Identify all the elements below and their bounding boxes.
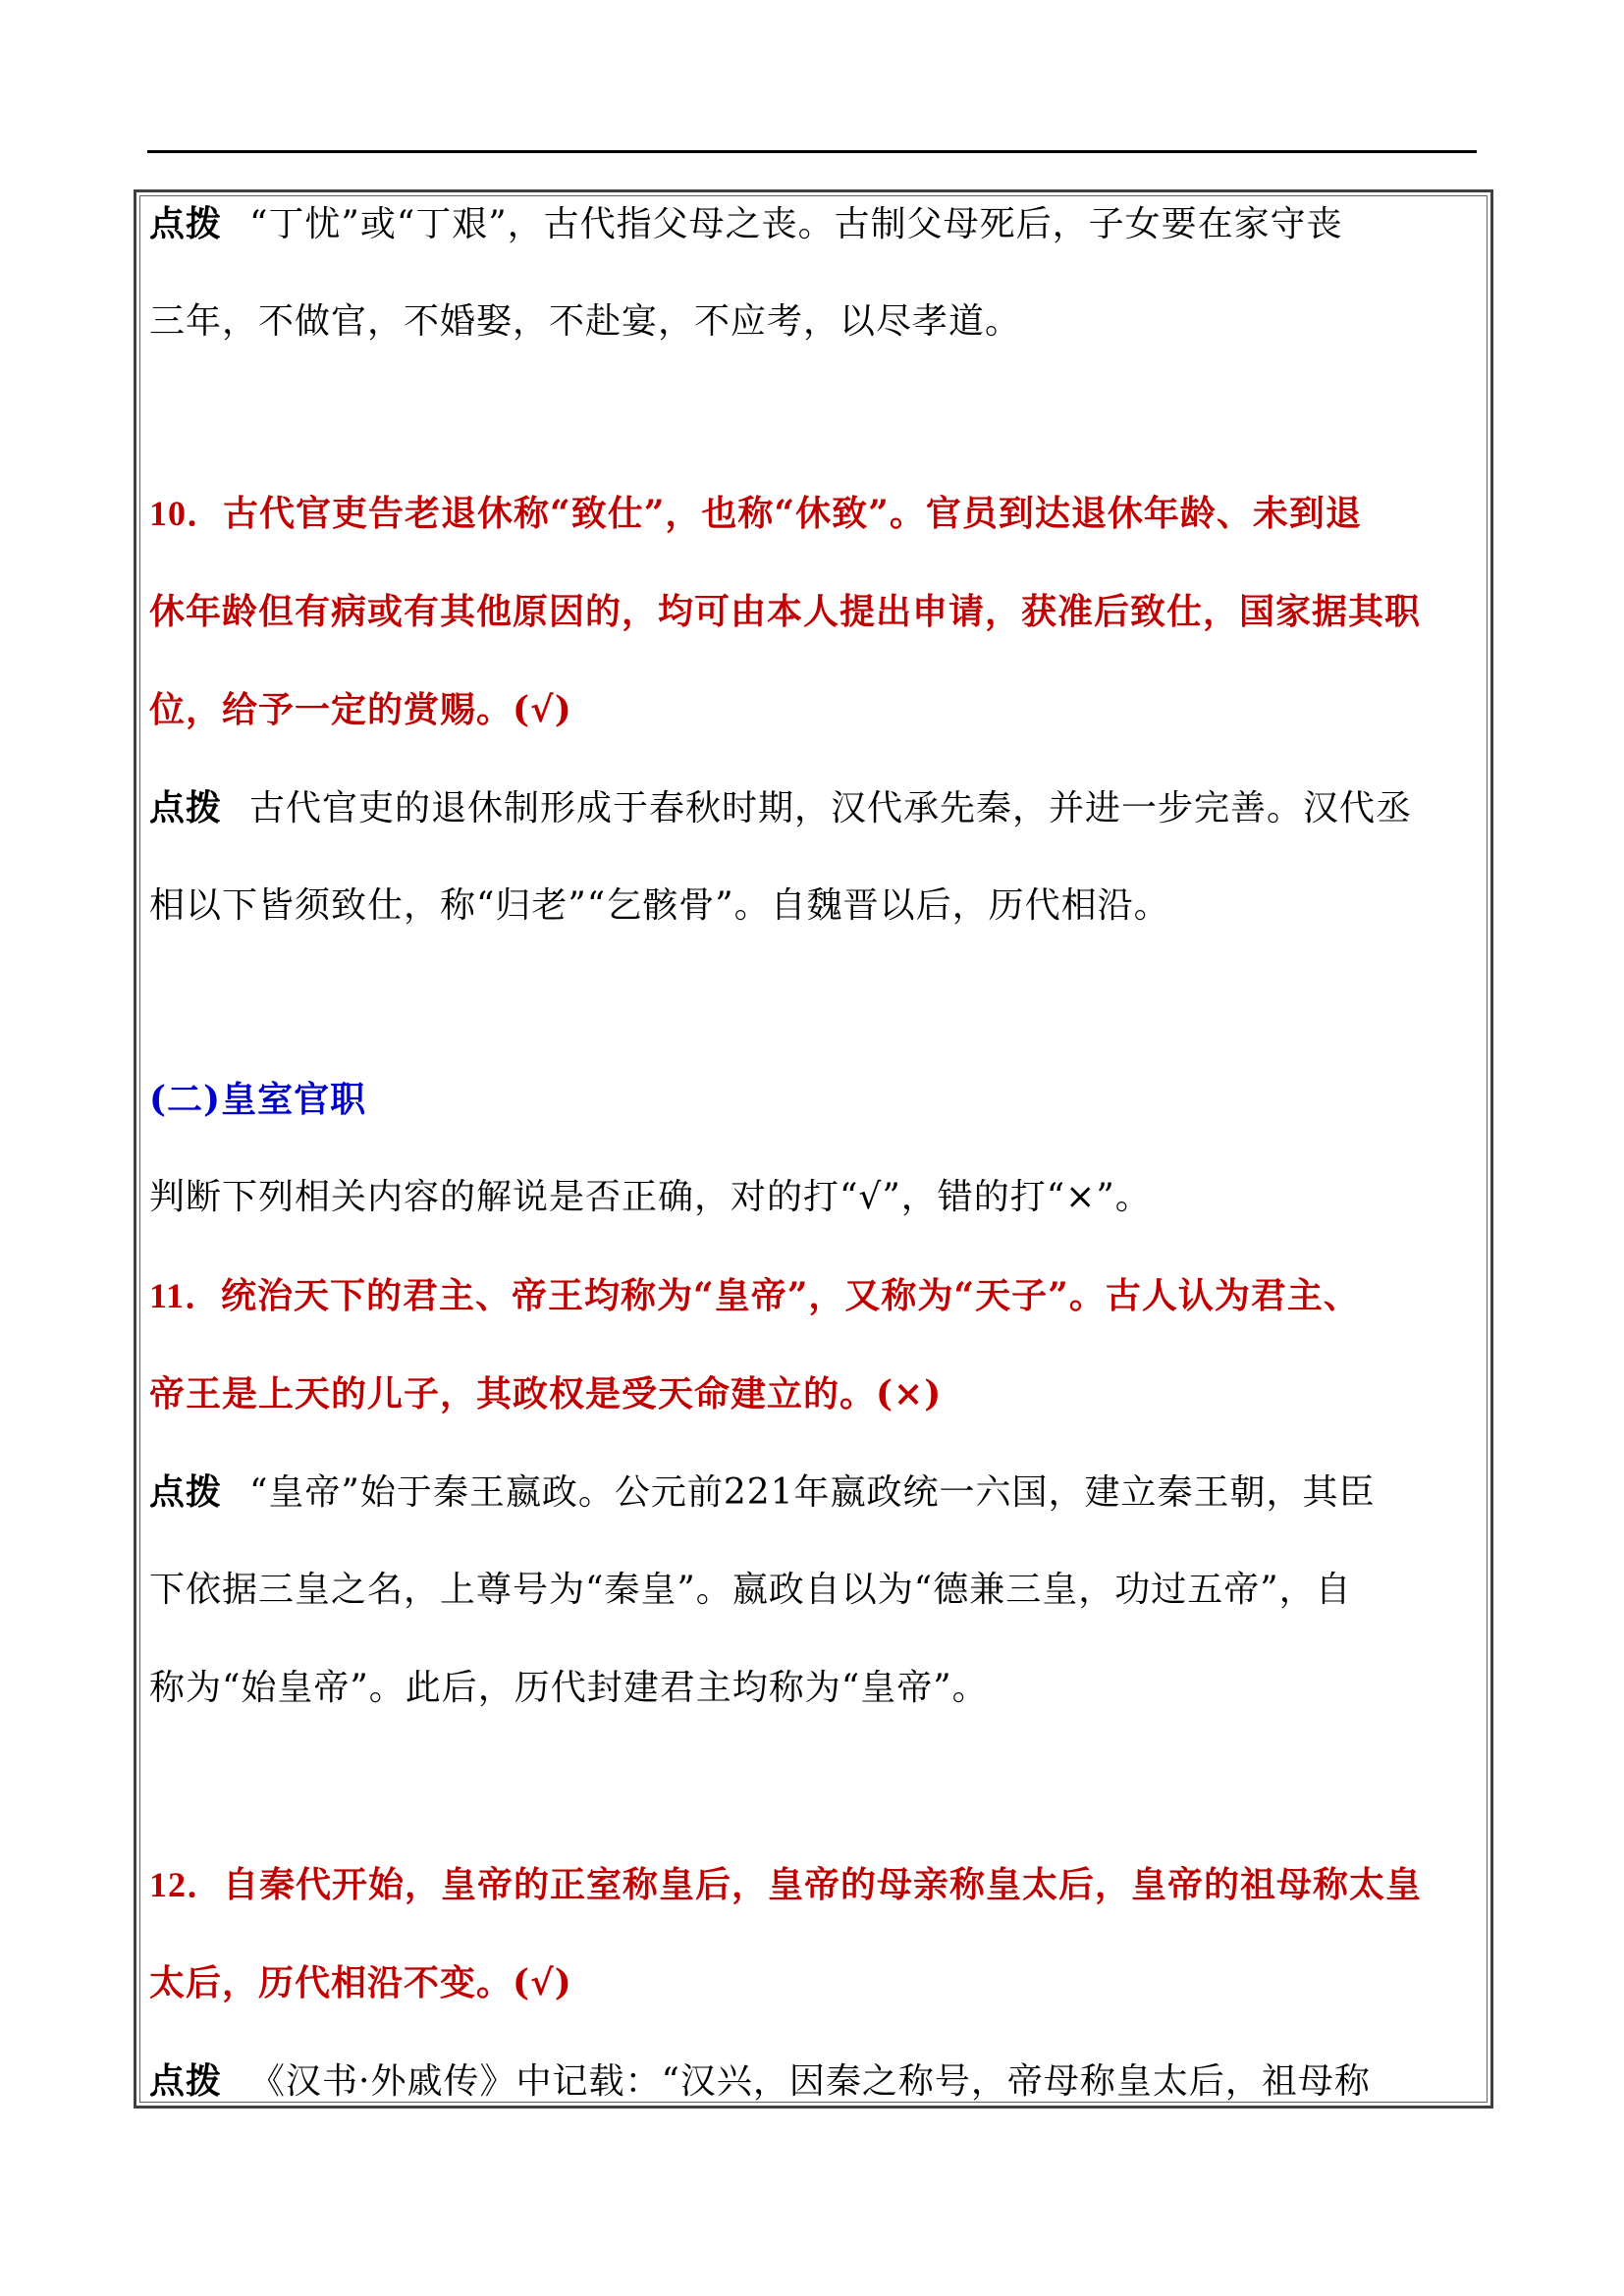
section-heading-text: (二)皇室官职	[149, 1079, 367, 1120]
note-label: 点拨	[149, 203, 223, 244]
note-9-line-1	[149, 202, 1485, 245]
question-text: 古代官吏告老退休称“致仕”，也称“休致”。官员到达退休年龄、未到退	[223, 493, 1362, 534]
question-10-line-1	[149, 492, 1485, 535]
question-text: 位，给予一定的赏赐。(√)	[149, 689, 572, 730]
question-12-line-1	[149, 1863, 1485, 1906]
note-11-line-3	[149, 1667, 1485, 1710]
note-label: 点拨	[149, 1471, 223, 1513]
note-label: 点拨	[149, 2060, 223, 2102]
note-10-line-2	[149, 884, 1485, 928]
note-10-line-1	[149, 786, 1485, 829]
note-text: 《汉书·外戚传》中记载：“汉兴，因秦之称号，帝母称皇太后，祖母称	[249, 2061, 1371, 2102]
note-text: “皇帝”始于秦王嬴政。公元前221年嬴政统一六国，建立秦王朝，其臣	[249, 1472, 1376, 1513]
section-heading	[149, 1078, 1485, 1121]
question-number: 10．	[149, 494, 224, 533]
question-number: 11．	[149, 1276, 222, 1315]
question-12-line-2	[149, 1961, 1485, 2004]
question-text: 休年龄但有病或有其他原因的，均可由本人提出申请，获准后致仕，国家据其职	[149, 591, 1422, 632]
question-11-line-2	[149, 1372, 1485, 1415]
instruction	[149, 1176, 1485, 1219]
content-box-inner-border	[139, 195, 1488, 2103]
note-text: 古代官吏的退休制形成于春秋时期，汉代承先秦，并进一步完善。汉代丞	[249, 788, 1413, 828]
instruction-text: 判断下列相关内容的解说是否正确，对的打“√”，错的打“×”。	[149, 1177, 1152, 1217]
note-text: 下依据三皇之名，上尊号为“秦皇”。嬴政自以为“德兼三皇，功过五帝”，自	[149, 1570, 1352, 1610]
note-9-line-2	[149, 300, 1485, 344]
question-10-line-3	[149, 688, 1485, 731]
note-text: 三年，不做官，不婚娶，不赴宴，不应考，以尽孝道。	[149, 301, 1022, 342]
question-text: 统治天下的君主、帝王均称为“皇帝”，又称为“天子”。古人认为君主、	[221, 1275, 1360, 1316]
question-10-line-2	[149, 590, 1485, 633]
question-number: 12．	[149, 1865, 224, 1904]
content-box	[134, 189, 1493, 2109]
question-text: 太后，历代相沿不变。(√)	[149, 1962, 572, 2003]
header-rule	[147, 150, 1477, 153]
note-text: “丁忧”或“丁艰”，古代指父母之丧。古制父母死后，子女要在家守丧	[249, 204, 1343, 244]
question-text: 帝王是上天的儿子，其政权是受天命建立的。(×)	[149, 1373, 943, 1415]
note-text: 称为“始皇帝”。此后，历代封建君主均称为“皇帝”。	[149, 1668, 989, 1708]
note-12-line-1	[149, 2059, 1485, 2103]
question-text: 自秦代开始，皇帝的正室称皇后，皇帝的母亲称皇太后，皇帝的祖母称太皇	[223, 1864, 1423, 1905]
note-11-line-2	[149, 1569, 1485, 1612]
note-11-line-1	[149, 1470, 1485, 1514]
question-11-line-1	[149, 1274, 1485, 1317]
note-label: 点拨	[149, 787, 223, 828]
note-text: 相以下皆须致仕，称“归老”“乞骸骨”。自魏晋以后，历代相沿。	[149, 885, 1170, 926]
